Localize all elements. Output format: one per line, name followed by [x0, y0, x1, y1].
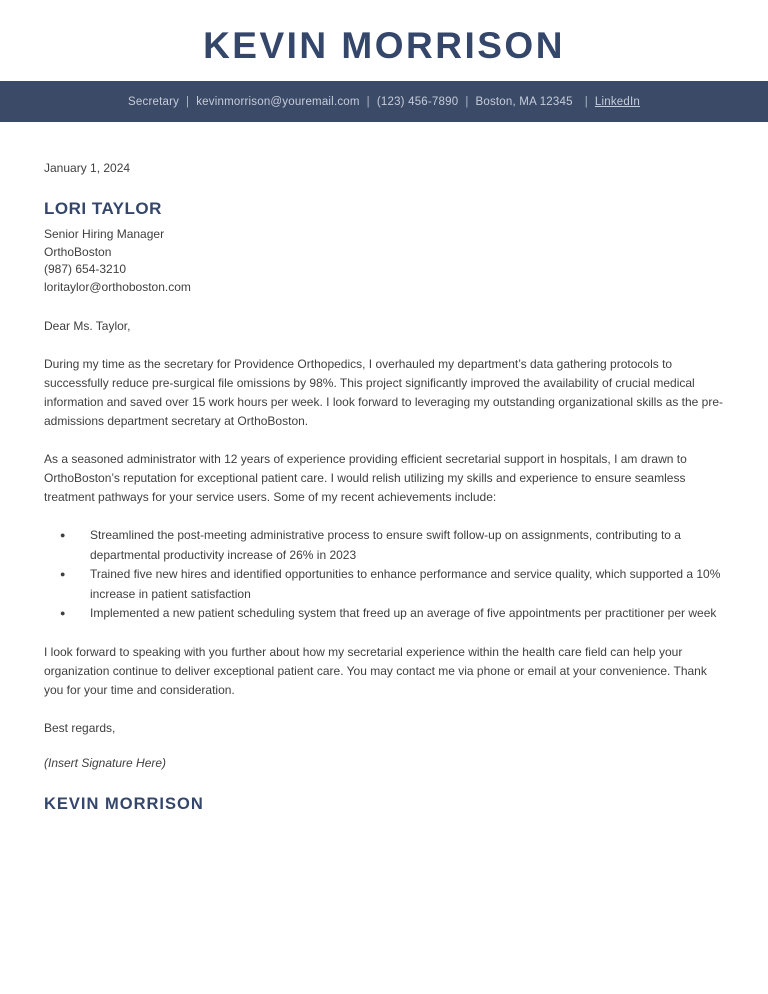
paragraph-experience: During my time as the secretary for Providence Orthopedics, I overhauled my department’s data gathering protocols to successfully reduce pre-surgical file omissions by 98%. This project significantly improved the availability of crucial medical information and saved over 15 work hours per week. I look forward to leveraging my outstanding organizational skills as the pre-admissions department secretary at OrthoBoston. — [44, 357, 724, 428]
bullet-icon: ● — [60, 530, 66, 540]
recipient-name: LORI TAYLOR — [44, 199, 162, 218]
linkedin-link[interactable]: LinkedIn — [594, 95, 640, 108]
closing-paragraph: I look forward to speaking with you further about how my secretarial experience within the health care field can help your organization continue to deliver exceptional patient care. You may contact me via phone or email at your convenience. Thank you for your time and consideration. — [44, 644, 707, 697]
list-item — [60, 604, 724, 624]
contact-role: Secretary — [128, 95, 180, 108]
bullet-icon: ● — [60, 608, 66, 618]
separator-icon: | — [584, 95, 588, 108]
salutation: Dear Ms. Taylor, — [44, 319, 131, 333]
contact-bar — [0, 81, 768, 122]
separator-icon: | — [186, 95, 190, 108]
contact-location: Boston, MA 12345 — [475, 95, 573, 108]
achievement-text: Trained five new hires and identified opportunities to enhance performance and service quality, which supported a 10% increase in patient satisfaction — [90, 567, 721, 601]
achievement-text: Implemented a new patient scheduling system that freed up an average of five appointments per practitioner per week — [90, 606, 717, 620]
list-item — [60, 565, 724, 604]
separator-icon: | — [465, 95, 469, 108]
recipient-title: Senior Hiring Manager — [44, 227, 165, 241]
contact-email: kevinmorrison@youremail.com — [196, 95, 360, 108]
signoff: Best regards, — [44, 720, 116, 735]
paragraph-motivation: As a seasoned administrator with 12 years of experience providing efficient secretarial support in hospitals, I am drawn to OrthoBoston’s reputation for exceptional patient care. I would relish utilizing my skills and experience to ensure seamless treatment pathways for your service users. Some of my recent achievements include: — [44, 452, 687, 504]
recipient-company: OrthoBoston — [44, 244, 112, 259]
recipient-phone: (987) 654-3210 — [44, 262, 127, 276]
bullet-icon: ● — [60, 569, 66, 579]
separator-icon: | — [366, 95, 370, 108]
letter-date: January 1, 2024 — [44, 161, 131, 175]
recipient-email: loritaylor@orthoboston.com — [44, 279, 191, 294]
contact-phone: (123) 456-7890 — [376, 95, 459, 108]
page-title: KEVIN MORRISON — [203, 25, 565, 66]
achievement-text: Streamlined the post-meeting administrative process to ensure swift follow-up on assignments, contributing to a departmental productivity increase of 26% in 2023 — [90, 528, 681, 562]
achievements-list — [44, 526, 724, 624]
list-item — [60, 526, 724, 565]
signature-name: KEVIN MORRISON — [44, 794, 204, 813]
signature-placeholder: (Insert Signature Here) — [44, 755, 167, 770]
letter-body — [0, 161, 768, 814]
